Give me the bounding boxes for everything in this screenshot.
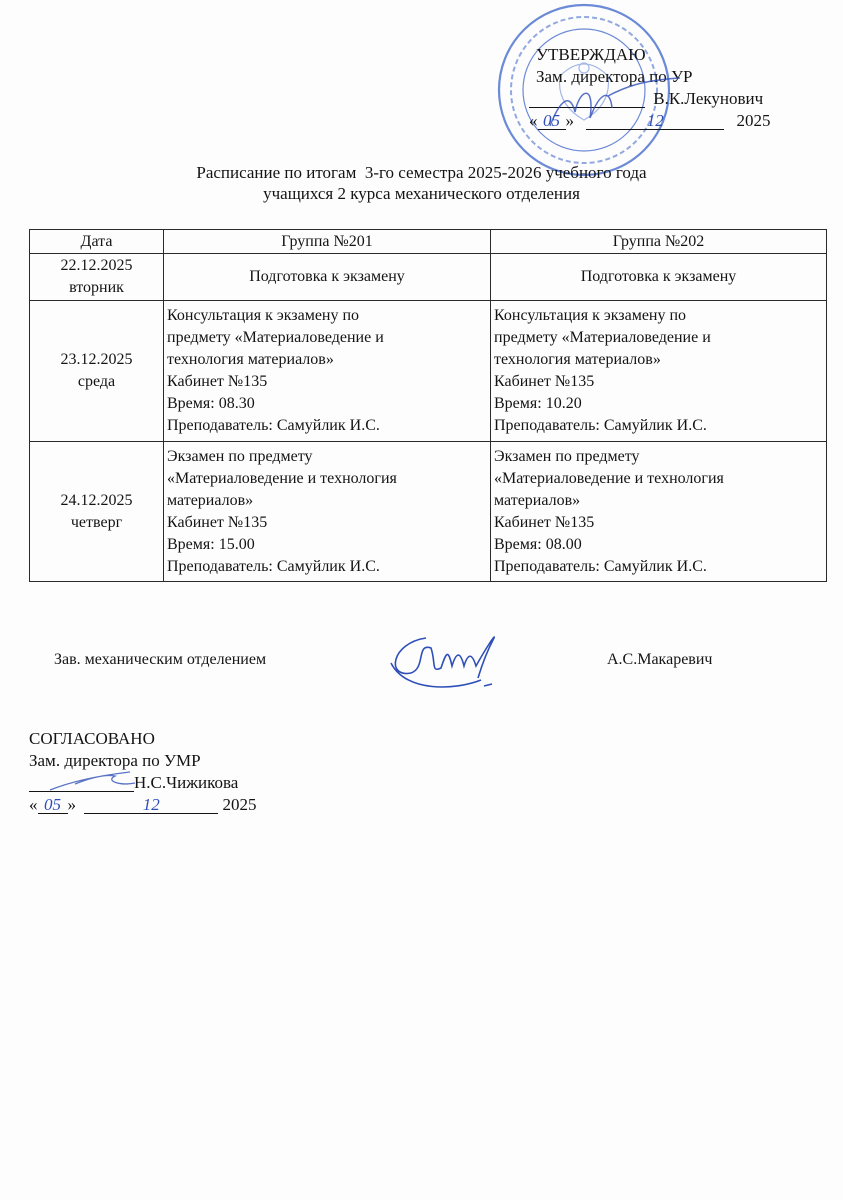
approval-position: Зам. директора по УР: [536, 67, 693, 86]
cell-line: Кабинет №135: [167, 373, 268, 390]
cell-line: Преподаватель: Самуйлик И.С.: [167, 557, 380, 575]
head-position: Зав. механическим отделением: [54, 651, 267, 668]
cell-line: предмету «Материаловедение и: [167, 329, 384, 346]
cell-line: Экзамен по предмету: [494, 447, 640, 465]
table-row: [30, 301, 827, 442]
agreed-date-line: [29, 794, 257, 816]
cell-line: Время: 08.00: [494, 535, 582, 553]
cell-line: материалов»: [167, 491, 254, 509]
cell-line: Подготовка к экзамену: [580, 268, 737, 285]
cell-line: технология материалов»: [167, 351, 334, 368]
group-201-cell: [164, 254, 491, 301]
signature-underline: [29, 772, 134, 792]
group-202-cell: [491, 301, 827, 442]
date-cell: [30, 442, 164, 582]
cell-line: Экзамен по предмету: [167, 447, 313, 465]
title-line-2: учащихся 2 курса механического отделения: [263, 184, 580, 203]
cell-line: «Материаловедение и технология: [494, 469, 724, 487]
header-date: Дата: [30, 230, 164, 254]
date: 22.12.2025: [60, 257, 133, 274]
title-line-1: Расписание по итогам 3-го семестра 2025-2026 учебного года: [196, 163, 647, 182]
cell-line: Кабинет №135: [494, 373, 595, 390]
weekday: вторник: [69, 279, 124, 296]
agreed-month: 12: [84, 794, 218, 814]
approval-signature-line: [529, 88, 771, 110]
approval-day: 05: [538, 110, 566, 130]
date: 24.12.2025: [60, 491, 133, 509]
approval-name: В.К.Лекунович: [653, 89, 764, 108]
signature-underline: [529, 88, 645, 108]
document-title: [0, 162, 843, 204]
weekday: четверг: [70, 513, 123, 531]
cell-line: «Материаловедение и технология: [167, 469, 397, 487]
agreed-name: Н.С.Чижикова: [134, 773, 239, 792]
cell-line: Подготовка к экзамену: [249, 268, 405, 285]
weekday: среда: [77, 373, 116, 390]
agreed-block: [29, 728, 257, 816]
date-cell: [30, 254, 164, 301]
cell-line: Кабинет №135: [167, 513, 268, 531]
cell-line: Время: 15.00: [167, 535, 255, 553]
cell-line: Кабинет №135: [494, 513, 595, 531]
approval-quote-open: «: [529, 111, 538, 130]
agreed-signature-line: [29, 772, 257, 794]
schedule-table: [29, 229, 827, 582]
header-group-202: Группа №202: [491, 230, 827, 254]
group-201-cell: [164, 442, 491, 582]
agreed-position: Зам. директора по УМР: [29, 751, 201, 770]
approval-quote-close: »: [565, 111, 574, 130]
agreed-year: 2025: [222, 795, 257, 814]
agreed-quote-close: »: [67, 795, 76, 814]
header-group-201: Группа №201: [164, 230, 491, 254]
agreed-day: 05: [38, 794, 68, 814]
cell-line: Время: 10.20: [494, 395, 582, 412]
cell-line: предмету «Материаловедение и: [494, 329, 711, 346]
cell-line: технология материалов»: [494, 351, 661, 368]
agreed-heading: СОГЛАСОВАНО: [29, 729, 155, 748]
cell-line: Преподаватель: Самуйлик И.С.: [494, 417, 707, 434]
agreed-quote-open: «: [29, 795, 38, 814]
approval-heading: УТВЕРЖДАЮ: [536, 45, 646, 64]
approval-date-line: [529, 110, 771, 132]
group-202-cell: [491, 254, 827, 301]
approval-year: 2025: [736, 111, 771, 130]
head-signature: [386, 628, 506, 693]
cell-line: Время: 08.30: [167, 395, 255, 412]
cell-line: материалов»: [494, 491, 581, 509]
head-name: А.С.Макаревич: [607, 651, 713, 668]
date: 23.12.2025: [60, 351, 133, 368]
cell-line: Консультация к экзамену по: [167, 307, 360, 324]
cell-line: Консультация к экзамену по: [494, 307, 687, 324]
approval-block: [529, 44, 771, 132]
table-header-row: [30, 230, 827, 254]
table-row: [30, 254, 827, 301]
group-201-cell: [164, 301, 491, 442]
group-202-cell: [491, 442, 827, 582]
cell-line: Преподаватель: Самуйлик И.С.: [167, 417, 380, 434]
approval-month: 12: [586, 110, 724, 130]
table-row: [30, 442, 827, 582]
date-cell: [30, 301, 164, 442]
cell-line: Преподаватель: Самуйлик И.С.: [494, 557, 707, 575]
